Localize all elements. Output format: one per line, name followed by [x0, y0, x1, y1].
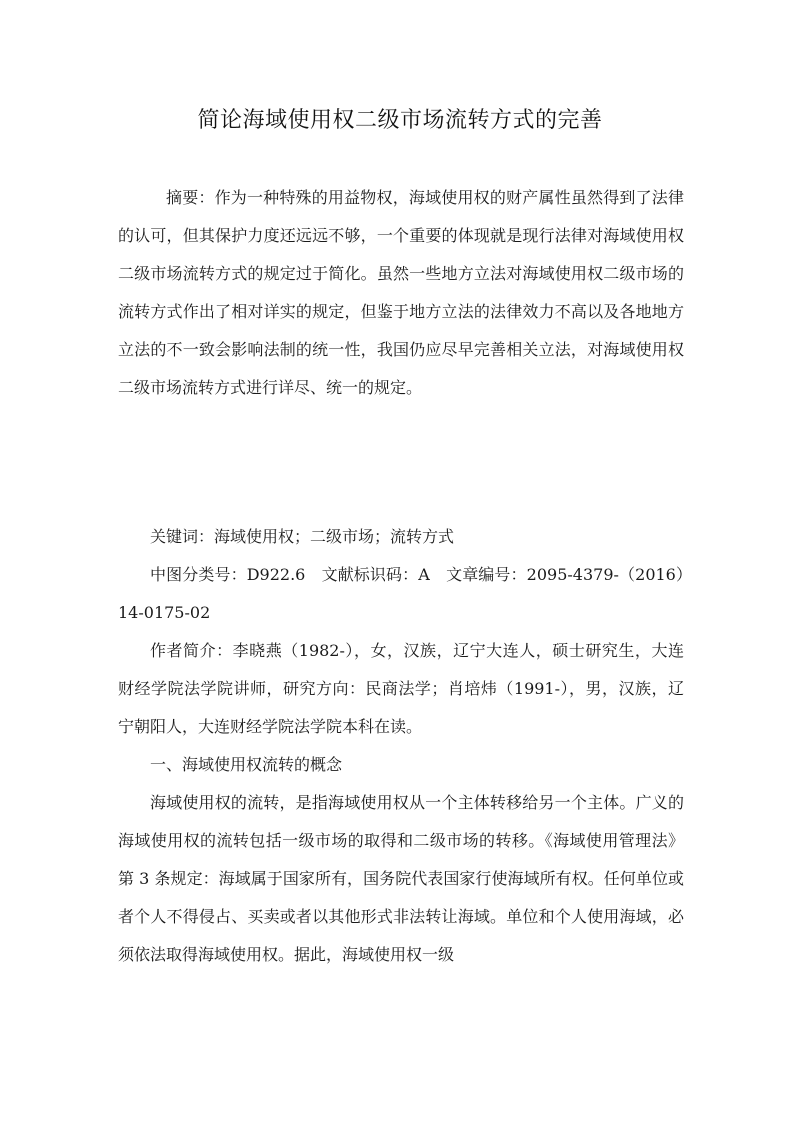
section-paragraph: 海域使用权的流转，是指海域使用权从一个主体转移给另一个主体。广义的海域使用权的流转包括一级市场的取得和二级市场的转移。《海域使用管理法》第 3 条规定：海域属于国家所有，国务院代表国家行使海域所有权。任何单位或者个人不得侵占、买卖或者以其他形式非法转让海域。单位和个人使用海域，必须依法取得海域使用权。据此，海域使用权一级	[118, 793, 684, 964]
abstract-label: 摘要：	[166, 188, 215, 207]
author-intro: 作者简介：李晓燕（1982-），女，汉族，辽宁大连人，硕士研究生，大连财经学院法学院讲师，研究方向：民商法学；肖培炜（1991-），男，汉族，辽宁朝阳人，大连财经学院法学院本科在读。	[118, 641, 684, 736]
article-metadata	[118, 518, 684, 974]
section-heading: 一、海域使用权流转的概念	[150, 755, 343, 774]
abstract-paragraph	[118, 179, 684, 407]
classification-line: 中图分类号：D922.6 文献标识码：A 文章编号：2095-4379-（2016）14-0175-02	[118, 565, 684, 622]
keywords-line: 关键词：海域使用权；二级市场；流转方式	[150, 527, 455, 546]
abstract-text: 作为一种特殊的用益物权，海域使用权的财产属性虽然得到了法律的认可，但其保护力度还远远不够，一个重要的体现就是现行法律对海域使用权二级市场流转方式的规定过于简化。虽然一些地方立法对海域使用权二级市场的流转方式作出了相对详实的规定，但鉴于地方立法的法律效力不高以及各地地方立法的不一致会影响法制的统一性，我国仍应尽早完善相关立法，对海域使用权二级市场流转方式进行详尽、统一的规定。	[118, 188, 684, 397]
document-title: 简论海域使用权二级市场流转方式的完善	[197, 108, 603, 133]
